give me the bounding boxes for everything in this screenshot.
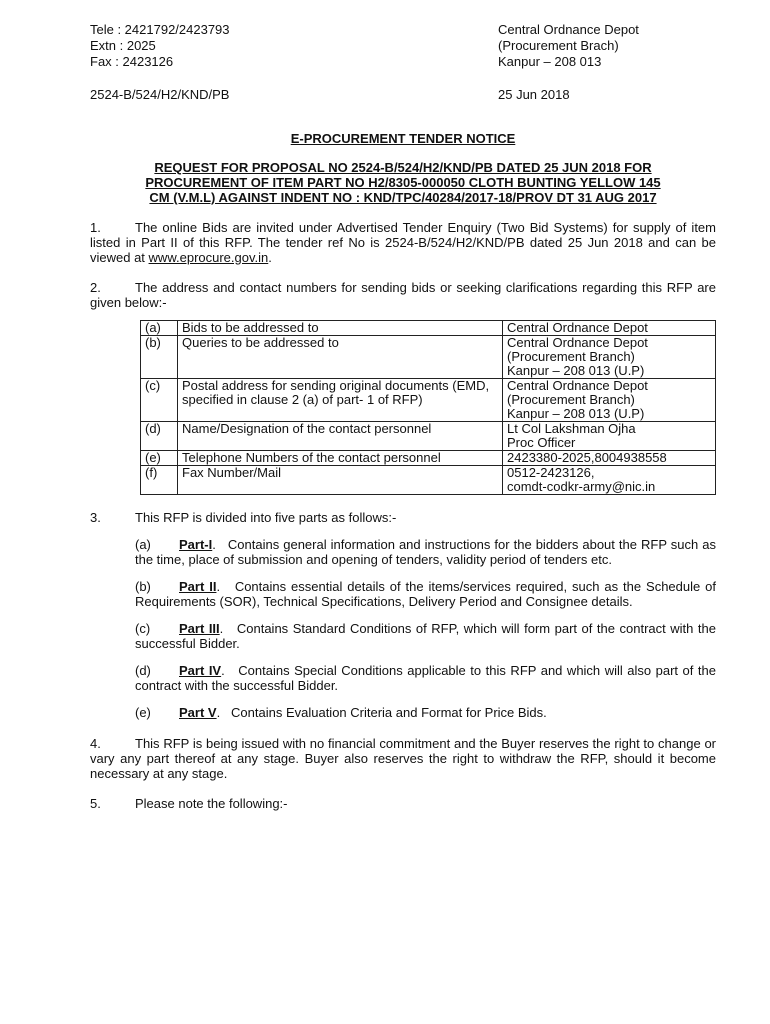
row-label: Telephone Numbers of the contact personnel xyxy=(178,451,503,466)
document-page xyxy=(90,22,716,811)
contact-row xyxy=(141,451,716,466)
subject-line: REQUEST FOR PROPOSAL NO 2524-B/524/H2/KND/PB DATED 25 JUN 2018 FOR xyxy=(154,160,652,175)
paragraph-number: 4. xyxy=(90,735,101,751)
part-key: (c) xyxy=(135,621,151,636)
paragraph-number: 2. xyxy=(90,280,101,295)
paragraph-text: The address and contact numbers for sending bids or seeking clarifications regarding this RFP are given below:- xyxy=(90,280,716,310)
letter-date: 25 Jun 2018 xyxy=(498,87,570,102)
row-value-line: Central Ordnance Depot xyxy=(507,378,648,393)
contact-row xyxy=(141,422,716,451)
row-value-line: Central Ordnance Depot xyxy=(507,320,648,335)
row-value-line: 0512-2423126, xyxy=(507,465,595,480)
subject-line: PROCUREMENT OF ITEM PART NO H2/8305-000050 CLOTH BUNTING YELLOW 145 xyxy=(145,175,661,190)
row-value-line: 2423380-2025,8004938558 xyxy=(507,450,667,465)
row-key: (d) xyxy=(141,422,178,451)
paragraph-5 xyxy=(90,796,716,811)
contact-row xyxy=(141,466,716,495)
org-city: Kanpur – 208 013 xyxy=(498,54,602,69)
reference-row xyxy=(90,87,716,103)
part-item: (e) Part V. Contains Evaluation Criteria and Format for Price Bids. xyxy=(135,705,547,720)
row-value-line: Lt Col Lakshman Ojha xyxy=(507,421,636,436)
paragraph-text: This RFP is being issued with no financial commitment and the Buyer reserves the right to change or vary any part thereof at any stage. Buyer also reserves the right to withdraw the RFP, should it become necessary at any stage. xyxy=(90,735,716,781)
paragraph-number: 1. xyxy=(90,220,101,235)
org-branch: (Procurement Brach) xyxy=(498,38,619,53)
part-item: (b) Part II. Contains essential details of the items/services required, such as the Schedule of Requirements (SOR), Technical Specifications, Delivery Period and Consignee details. xyxy=(135,579,716,609)
paragraph-text: The online Bids are invited under Advertised Tender Enquiry (Two Bid Systems) for supply of item listed in Part II of this RFP. The tender ref No is 2524-B/524/H2/KND/PB dated 25 Jun 2018 and can be viewed at xyxy=(90,220,716,265)
row-value-line: Proc Officer xyxy=(507,435,576,450)
row-label: Fax Number/Mail xyxy=(178,466,503,495)
parts-list xyxy=(90,538,716,721)
row-value-line: Central Ordnance Depot xyxy=(507,335,648,350)
paragraph-text: This RFP is divided into five parts as follows:- xyxy=(135,510,397,525)
part-item: (d) Part IV. Contains Special Conditions applicable to this RFP and which will also part of the contract with the successful Bidder. xyxy=(135,663,716,693)
part-name: Part II xyxy=(179,579,217,594)
paragraph-2 xyxy=(90,280,716,310)
part-name: Part IV xyxy=(179,663,222,678)
part-name: Part-I xyxy=(179,537,213,552)
row-value-line: Kanpur – 208 013 (U.P) xyxy=(507,406,645,421)
row-key: (e) xyxy=(141,451,178,466)
row-value xyxy=(503,466,716,495)
part-description: Contains Evaluation Criteria and Format for Price Bids. xyxy=(231,705,547,720)
paragraph-4 xyxy=(90,736,716,781)
subject-heading xyxy=(90,160,716,205)
part-key: (a) xyxy=(135,537,151,552)
part-name: Part V xyxy=(179,705,217,720)
row-value xyxy=(503,422,716,451)
contact-row xyxy=(141,336,716,379)
paragraph-number: 3. xyxy=(90,510,101,525)
letter-header xyxy=(90,22,716,70)
part-item: (a) Part-I. Contains general information and instructions for the bidders about the RFP such as the time, place of submission and opening of tenders, validity period of tenders etc. xyxy=(135,537,716,567)
paragraph-text: Please note the following:- xyxy=(135,795,288,811)
notice-title: E-PROCUREMENT TENDER NOTICE xyxy=(290,131,516,146)
part-item: (c) Part III. Contains Standard Conditions of RFP, which will form part of the contract with the successful Bidder. xyxy=(135,621,716,651)
row-key: (b) xyxy=(141,336,178,379)
part-key: (b) xyxy=(135,579,151,594)
subject-line: CM (V.M.L) AGAINST INDENT NO : KND/TPC/40284/2017-18/PROV DT 31 AUG 2017 xyxy=(149,190,657,205)
row-value-line: (Procurement Branch) xyxy=(507,349,635,364)
row-label: Bids to be addressed to xyxy=(178,321,503,336)
row-key: (c) xyxy=(141,379,178,422)
row-value xyxy=(503,451,716,466)
part-key: (e) xyxy=(135,705,151,720)
part-description: Contains Standard Conditions of RFP, which will form part of the contract with the successful Bidder. xyxy=(135,621,716,651)
row-value xyxy=(503,379,716,422)
reference-number: 2524-B/524/H2/KND/PB xyxy=(90,87,230,102)
row-value-line: comdt-codkr-army@nic.in xyxy=(507,479,656,494)
contact-row xyxy=(141,321,716,336)
org-name: Central Ordnance Depot xyxy=(498,22,639,37)
part-name: Part III xyxy=(179,621,220,636)
row-key: (a) xyxy=(141,321,178,336)
fax-line: Fax : 2423126 xyxy=(90,54,174,69)
address-block xyxy=(498,22,716,70)
paragraph-number: 5. xyxy=(90,795,101,811)
row-key: (f) xyxy=(141,466,178,495)
row-label: Name/Designation of the contact personnel xyxy=(178,422,503,451)
row-value xyxy=(503,336,716,379)
part-description: Contains Special Conditions applicable to this RFP and which will also part of the contract with the successful Bidder. xyxy=(135,663,716,693)
part-description: Contains essential details of the items/services required, such as the Schedule of Requirements (SOR), Technical Specifications, Delivery Period and Consignee details. xyxy=(135,579,716,609)
extension-line: Extn : 2025 xyxy=(90,38,156,53)
telephone-line: Tele : 2421792/2423793 xyxy=(90,22,230,37)
contact-row xyxy=(141,379,716,422)
contact-table xyxy=(140,320,716,495)
row-value xyxy=(503,321,716,336)
part-description: Contains general information and instructions for the bidders about the RFP such as the time, place of submission and opening of tenders, validity period of tenders etc. xyxy=(135,537,716,567)
row-value-line: (Procurement Branch) xyxy=(507,392,635,407)
row-label: Postal address for sending original documents (EMD, specified in clause 2 (a) of part- 1 of RFP) xyxy=(178,379,503,422)
paragraph-3 xyxy=(90,510,716,525)
contact-block xyxy=(90,22,230,70)
row-label: Queries to be addressed to xyxy=(178,336,503,379)
eprocure-link[interactable]: www.eprocure.gov.in xyxy=(148,250,269,265)
row-value-line: Kanpur – 208 013 (U.P) xyxy=(507,363,645,378)
paragraph-1: 1. The online Bids are invited under Advertised Tender Enquiry (Two Bid Systems) for supply of item listed in Part II of this RFP. The tender ref No is 2524-B/524/H2/KND/PB dated 25 Jun 2018 and can be viewed at www.eprocure.gov.in. xyxy=(90,220,716,265)
part-key: (d) xyxy=(135,663,151,678)
